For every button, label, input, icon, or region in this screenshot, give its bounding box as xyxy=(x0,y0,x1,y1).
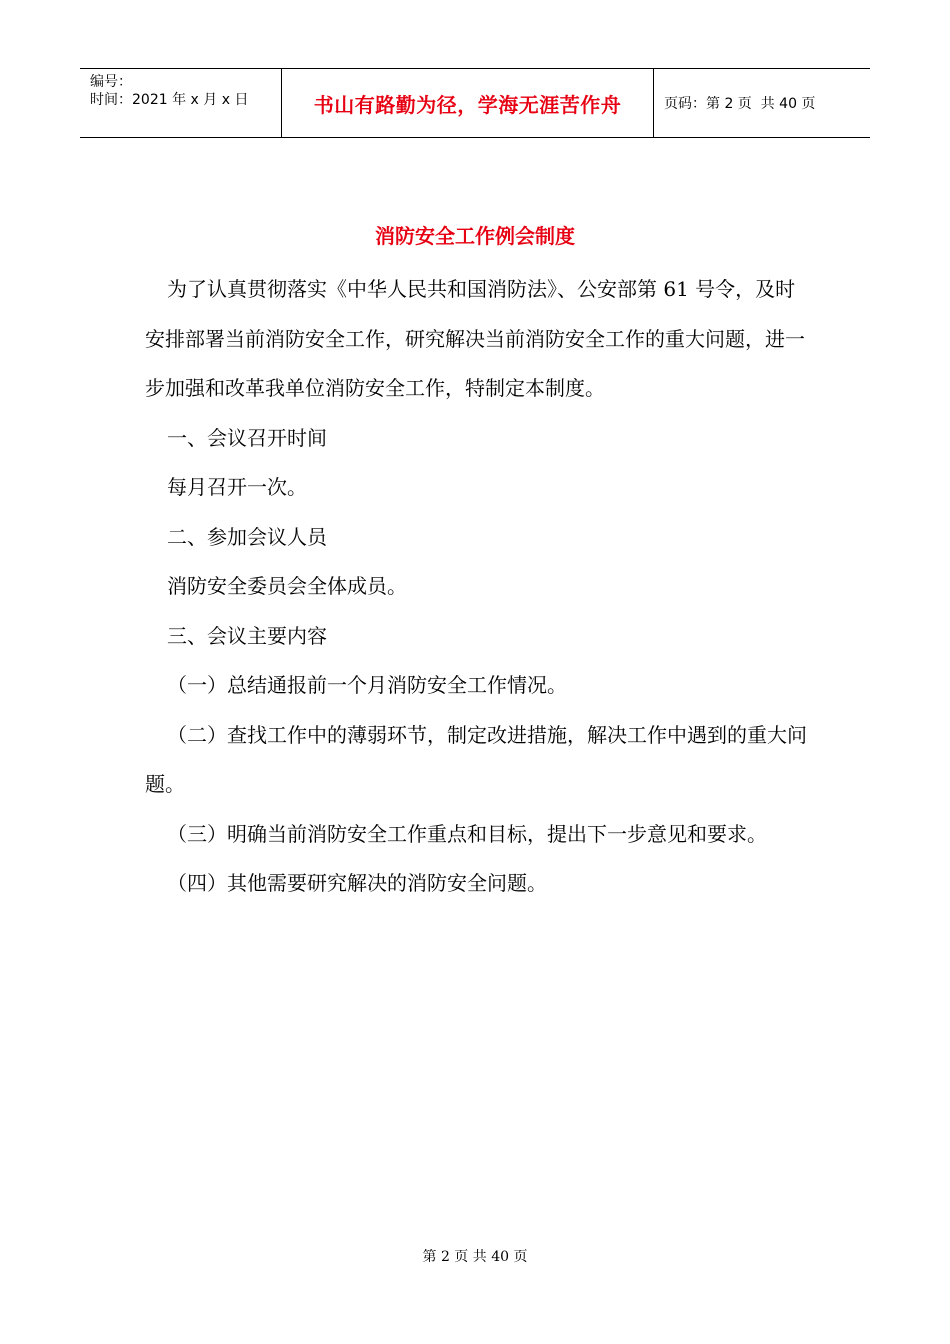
document-title: 消防安全工作例会制度 xyxy=(375,224,575,248)
section-heading-time: 一、会议召开时间 xyxy=(167,425,327,450)
document-body xyxy=(145,265,813,909)
section-body-time: 每月召开一次。 xyxy=(167,475,307,499)
section-heading-content: 三、会议主要内容 xyxy=(167,623,327,648)
section-body-attendees: 消防安全委员会全体成员。 xyxy=(167,574,407,598)
header-meta xyxy=(80,69,282,137)
page-footer: 第 2 页 共 40 页 xyxy=(422,1249,528,1265)
intro-paragraph: 为了认真贯彻落实《中华人民共和国消防法》、公安部第 61 号令，及时安排部署当前消防安全工作，研究解决当前消防安全工作的重大问题，进一步加强和改革我单位消防安全工作，特制定本制度。 xyxy=(145,277,805,400)
content-item-4: （四）其他需要研究解决的消防安全问题。 xyxy=(167,871,547,895)
content-item-2: （二）查找工作中的薄弱环节，制定改进措施，解决工作中遇到的重大问题。 xyxy=(145,722,807,796)
header-number-label: 编号： xyxy=(90,74,132,90)
section-heading-attendees: 二、参加会议人员 xyxy=(167,524,327,549)
content-item-1: （一）总结通报前一个月消防安全工作情况。 xyxy=(167,673,567,697)
page-header xyxy=(80,68,870,138)
header-motto: 书山有路勤为径，学海无涯苦作舟 xyxy=(282,69,654,137)
header-page-info: 页码：第 2 页 共 40 页 xyxy=(664,96,816,112)
content-item-3: （三）明确当前消防安全工作重点和目标，提出下一步意见和要求。 xyxy=(167,821,767,846)
header-time-label: 时间：2021 年 x 月 x 日 xyxy=(90,92,249,108)
